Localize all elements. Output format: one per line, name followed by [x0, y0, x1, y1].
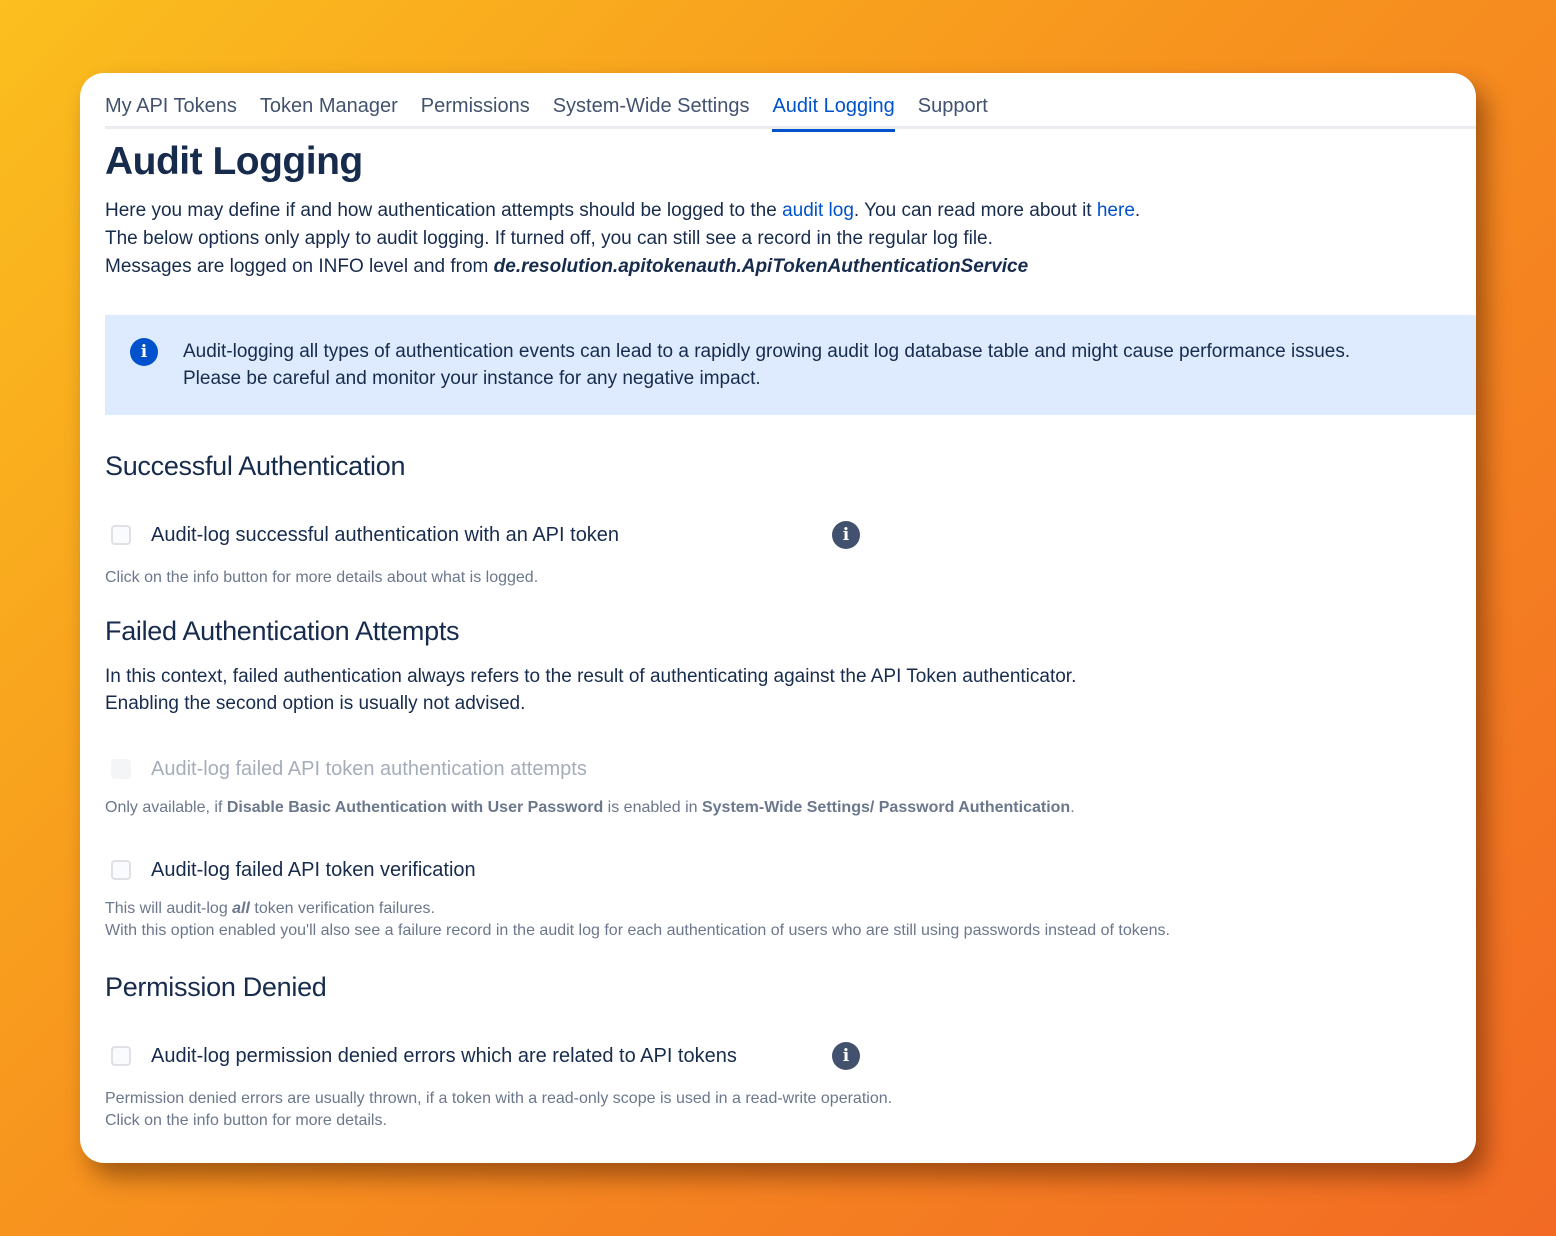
- help-text: This will audit-log: [105, 900, 233, 917]
- failed-token-verification-checkbox[interactable]: [111, 860, 131, 880]
- failed-auth-desc-line-1: In this context, failed authentication always refers to the result of authenticating against the API Token authenticator.: [105, 666, 1077, 687]
- failed-auth-attempts-option: [105, 754, 1476, 784]
- intro-text: [105, 197, 1476, 281]
- intro-line-2: The below options only apply to audit logging. If turned off, you can still see a record in the regular log file.: [105, 228, 993, 249]
- tab-system-wide-settings[interactable]: System-Wide Settings: [552, 95, 750, 117]
- help-line-2: Click on the info button for more details.: [105, 1112, 387, 1129]
- tab-permissions[interactable]: Permissions: [420, 95, 530, 117]
- successful-auth-label[interactable]: Audit-log successful authentication with an API token: [151, 523, 620, 546]
- help-text: .: [1070, 799, 1075, 816]
- failed-token-verification-help: [105, 898, 1476, 942]
- failed-token-verification-label[interactable]: Audit-log failed API token verification: [151, 858, 476, 881]
- successful-authentication-heading: Successful Authentication: [105, 451, 406, 481]
- permission-denied-info-button[interactable]: i: [832, 1042, 860, 1070]
- help-text: token verification failures.: [249, 900, 435, 917]
- info-icon: i: [130, 338, 158, 366]
- info-panel-line-1: Audit-logging all types of authentication events can lead to a rapidly growing audit log database table and might cause performance issues.: [183, 341, 1351, 362]
- service-class-name: de.resolution.apitokenauth.ApiTokenAuthenticationService: [493, 256, 1029, 277]
- permission-denied-help: [105, 1088, 1476, 1132]
- intro-line-3-pre: Messages are logged on INFO level and from: [105, 256, 494, 277]
- successful-auth-checkbox[interactable]: [111, 525, 131, 545]
- failed-authentication-heading: Failed Authentication Attempts: [105, 616, 460, 646]
- tab-support[interactable]: Support: [917, 95, 988, 117]
- failed-auth-attempts-checkbox: [111, 759, 131, 779]
- tab-bar: [105, 93, 1476, 129]
- failed-auth-desc-line-2: Enabling the second option is usually not advised.: [105, 693, 526, 714]
- read-more-link[interactable]: here: [1096, 200, 1135, 221]
- help-text: Only available, if: [105, 799, 227, 816]
- help-line-2: With this option enabled you'll also see a failure record in the audit log for each authentication of users who are still using passwords instead of tokens.: [105, 922, 1170, 939]
- tab-my-api-tokens[interactable]: My API Tokens: [105, 95, 237, 117]
- intro-line-1-post: .: [1134, 200, 1141, 221]
- settings-card: [80, 73, 1476, 1163]
- permission-denied-checkbox[interactable]: [111, 1046, 131, 1066]
- successful-auth-help: Click on the info button for more details about what is logged.: [105, 569, 539, 586]
- help-setting-path: System-Wide Settings/ Password Authentication: [701, 799, 1071, 816]
- warning-info-panel: [105, 315, 1476, 415]
- failed-auth-attempts-help: [105, 797, 1476, 819]
- help-line-1: [105, 898, 1476, 920]
- page-title: Audit Logging: [105, 140, 363, 183]
- tab-audit-logging[interactable]: Audit Logging: [772, 93, 894, 129]
- successful-auth-option: [105, 520, 1476, 550]
- intro-line-1-pre: Here you may define if and how authentication attempts should be logged to the: [105, 200, 783, 221]
- help-emphasis: all: [232, 900, 250, 917]
- permission-denied-option: [105, 1041, 1476, 1071]
- failed-token-verification-option: [105, 855, 1476, 885]
- help-setting-name: Disable Basic Authentication with User Password: [226, 799, 604, 816]
- permission-denied-label[interactable]: Audit-log permission denied errors which are related to API tokens: [151, 1044, 737, 1067]
- intro-line-1: [105, 197, 1476, 225]
- intro-line-1-mid: . You can read more about it: [853, 200, 1097, 221]
- info-panel-message: [183, 338, 1350, 392]
- failed-auth-description: [105, 663, 1476, 717]
- audit-log-link[interactable]: audit log: [782, 200, 854, 221]
- info-panel-line-2: Please be careful and monitor your instance for any negative impact.: [183, 368, 761, 389]
- failed-auth-attempts-label: Audit-log failed API token authentication attempts: [151, 757, 587, 780]
- permission-denied-heading: Permission Denied: [105, 972, 327, 1002]
- help-line-1: Permission denied errors are usually thrown, if a token with a read-only scope is used in a read-write operation.: [105, 1090, 893, 1107]
- intro-line-3: [105, 253, 1476, 281]
- successful-auth-info-button[interactable]: i: [832, 521, 860, 549]
- tab-token-manager[interactable]: Token Manager: [259, 95, 398, 117]
- main-content: [105, 139, 1476, 1132]
- help-text: is enabled in: [603, 799, 702, 816]
